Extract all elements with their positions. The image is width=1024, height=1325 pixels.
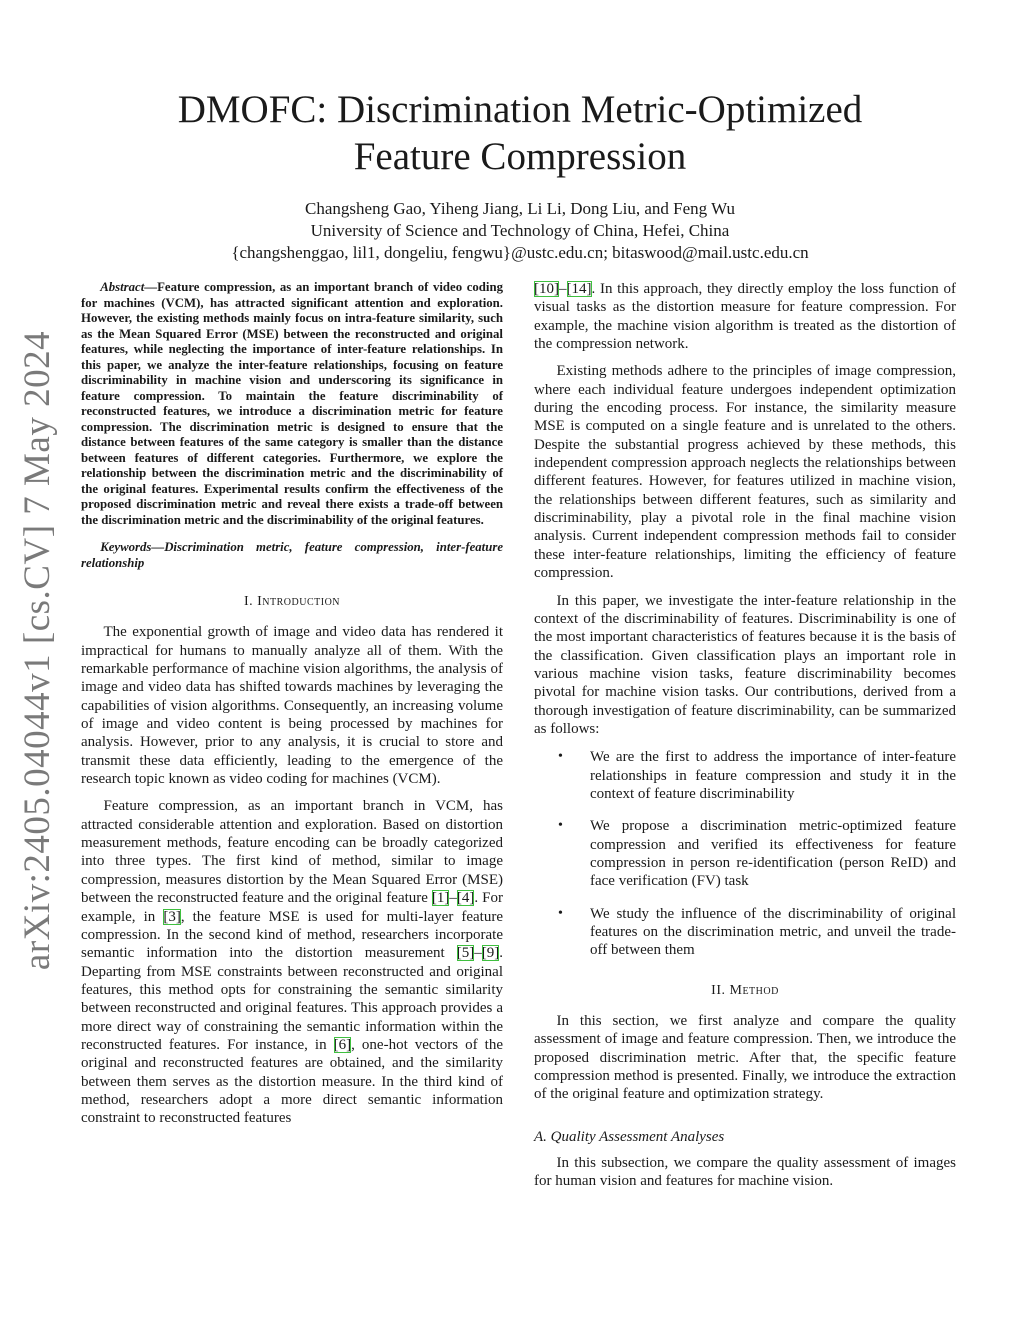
abstract-text: —Feature compression, as an important branch of video coding for machines (VCM), has attracted significant attention and exploration. However, the existing methods mainly focus on intra-feature similarity, such as the Mean Squared Error (MSE) between the reconstructed and original features, while neglecting the importance of inter-feature relationships. In this paper, we analyze the inter-feature relationships, focusing on feature discriminability in machine vision and underscoring its significance in feature compression. To maintain the feature discriminability of reconstructed features, we introduce a discrimination metric for feature compression. The discrimination metric is designed to ensure that the distance between features of the same category is smaller than the distance between features of different categories. Furthermore, we explore the relationship between the discrimination metric and the discriminability of the original features. Experimental results confirm the effectiveness of the proposed discrimination metric and reveal there exists a trade-off between the discrimination metric and the discriminability of the original features. <box>81 280 503 527</box>
contribution-text-2: We propose a discrimination metric-optimized feature compression and verified its effectiveness for feature compression in person re-identification (person ReID) and face verification (FV) task <box>590 818 956 890</box>
author-names: Changsheng Gao, Yiheng Jiang, Li Li, Dong Liu, and Feng Wu <box>305 199 735 218</box>
abstract-label: Abstract <box>100 280 145 294</box>
subsection-heading-quality-assessment: A. Quality Assessment Analyses <box>534 1128 725 1145</box>
list-item <box>534 905 956 960</box>
abstract <box>81 280 503 528</box>
citation-link-5[interactable]: [5] <box>456 945 475 962</box>
citation-link-1[interactable]: [1] <box>431 890 450 907</box>
citation-link-14[interactable]: [14] <box>566 281 592 297</box>
citation-link-4[interactable]: [4] <box>456 890 475 907</box>
citation-dash-b: – <box>474 945 482 962</box>
intro-p2-text-a: Feature compression, as an important branch in VCM, has attracted considerable attention and exploration. Based on distortion measurement methods, feature encoding can be broadly categorized into three types. The first kind of method, similar to image compression, measures distortion by the Mean Squared Error (MSE) between the reconstructed feature and the original feature <box>81 798 503 907</box>
author-emails: {changshenggao, lil1, dongeliu, fengwu}@ustc.edu.cn; bitaswood@mail.ustc.edu.cn <box>231 243 809 262</box>
author-block <box>80 198 960 264</box>
citation-link-3[interactable]: [3] <box>163 908 181 925</box>
citation-link-9[interactable]: [9] <box>481 945 500 962</box>
right-paragraph-2: Existing methods adhere to the principles of image compression, where each individual feature undergoes independent optimization during the encoding process. For instance, the similarity measure MSE is computed on a single feature and is unrelated to the others. Despite the substantial progress achieved by these methods, this independent compression approach neglects the relationships between different features. However, for features utilized in machine vision, the relationships between different features, such as similarity and discriminability, play a pivotal role in the final machine vision analysis. Current independent compression methods fail to consider these inter-feature relationships, limiting the efficiency of feature compression. <box>534 363 956 582</box>
right-paragraph-3: In this paper, we investigate the inter-feature relationship in the context of the discriminability of features. Discriminability is one of the most important characteristics of features because it is the basis of the classification. Given classification plays an important role in various machine vision tasks, feature discriminability becomes pivotal for machine vision tasks. Our contributions, derived from a thorough investigation of feature discriminability, can be summarized as follows: <box>534 592 956 737</box>
keywords-text: —Discrimination metric, feature compression, inter-feature relationship <box>81 540 503 570</box>
subsection-a-paragraph-1: In this subsection, we compare the quality assessment of images for human vision and features for machine vision. <box>534 1155 956 1190</box>
paper-title <box>80 86 960 180</box>
keywords <box>81 540 503 571</box>
citation-dash-a: – <box>449 890 457 907</box>
right-p1-text: . In this approach, they directly employ the loss function of visual tasks as the distortion measure for feature compression. For example, the machine vision algorithm is treated as the distortion of the compression network. <box>534 281 956 353</box>
intro-paragraph-1: The exponential growth of image and video data has rendered it impractical for humans to manually analyze all of them. With the remarkable performance of machine vision algorithms, the analysis of image and video data has shifted towards machines by leveraging the capabilities of vision algorithms. Consequently, an increasing volume of image and video content is being processed by machines for analysis. However, prior to any analysis, it is crucial to store and transmit these data efficiently, leading to the emergence of the research topic known as video coding for machines (VCM). <box>81 624 503 788</box>
contributions-list <box>534 748 956 959</box>
intro-p2-text-b: . For example, in <box>81 890 503 925</box>
method-paragraph-1: In this section, we first analyze and compare the quality assessment of image and feature compression. Then, we introduce the proposed discrimination metric. After that, the specific feature compression method is presented. Finally, we introduce the extraction of the original feature and optimization strategy. <box>534 1013 956 1103</box>
section-heading-introduction: I. Introduction <box>243 594 341 609</box>
bullet-icon: • <box>558 749 563 765</box>
title-line-1: DMOFC: Discrimination Metric-Optimized <box>177 88 863 131</box>
right-paragraph-1 <box>534 280 956 353</box>
intro-p2-text-e: , one-hot vectors of the original and reconstructed features are obtained, and the similarity between them serves as the distortion measure. In the third kind of method, researchers adopt a more direct semantic information constraint to reconstructed features <box>81 1036 503 1127</box>
left-column <box>81 280 503 1137</box>
author-affiliation: University of Science and Technology of China, Hefei, China <box>310 221 730 240</box>
list-item <box>534 817 956 890</box>
citation-link-10[interactable]: [10] <box>534 281 559 297</box>
arxiv-identifier-text: arXiv:2405.04044v1 [cs.CV] 7 May 2024 <box>17 330 59 970</box>
title-line-2: Feature Compression <box>353 135 687 178</box>
contribution-text-3: We study the influence of the discriminability of original features on the discrimination metric, and unveil the trade-off between them <box>590 905 956 959</box>
bullet-icon: • <box>558 818 563 834</box>
arxiv-identifier-sidebar <box>8 330 68 970</box>
bullet-icon: • <box>558 905 563 921</box>
citation-dash-c: – <box>559 281 567 297</box>
intro-p2-text-d: . Departing from MSE constraints between reconstructed and original features, this method opts for constraining the semantic similarity between reconstructed and original features. This approach provides a more direct way of constraining the semantic information within the reconstructed features. For instance, in <box>81 945 503 1053</box>
right-column <box>534 280 956 1200</box>
intro-p2-text-c: , the feature MSE is used for multi-layer feature compression. In the second kind of method, researchers incorporate semantic information into the distortion measurement <box>81 908 504 962</box>
keywords-label: Keywords <box>100 540 152 554</box>
list-item <box>534 748 956 803</box>
contribution-text-1: We are the first to address the importance of inter-feature relationships in feature compression and study it in the context of feature discriminability <box>590 749 956 802</box>
section-heading-method: II. Method <box>711 982 779 998</box>
intro-paragraph-2 <box>81 797 503 1127</box>
citation-link-6[interactable]: [6] <box>333 1036 352 1053</box>
